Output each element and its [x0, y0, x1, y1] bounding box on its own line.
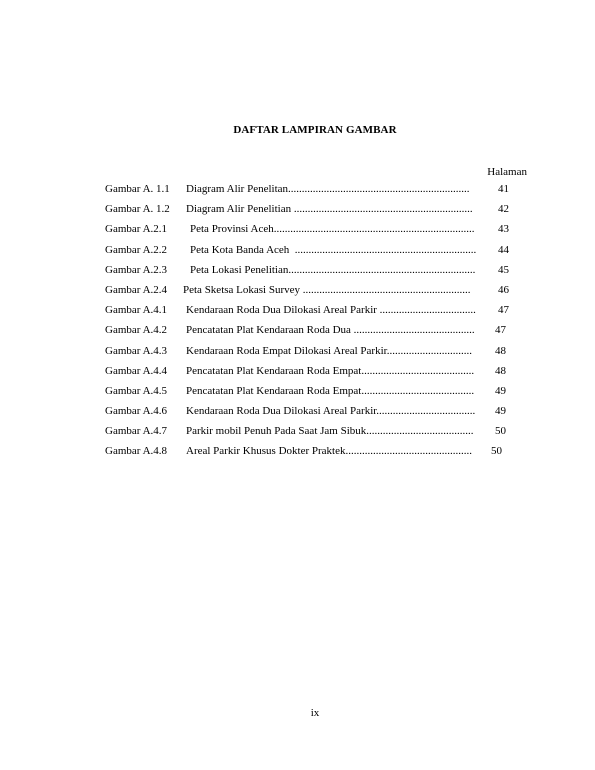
figure-page-number: 49	[495, 384, 506, 397]
figure-page-number: 49	[495, 405, 506, 418]
figure-label: Gambar A.2.3	[105, 263, 168, 276]
list-item	[105, 425, 525, 445]
figure-page-number: 48	[495, 344, 506, 357]
list-item	[105, 284, 525, 304]
figure-title: Peta Provinsi Aceh.........................................................................	[190, 223, 475, 236]
figure-page-number: 50	[495, 425, 506, 438]
list-item	[105, 203, 525, 223]
figure-title: Peta Lokasi Penelitian....................................................................	[190, 263, 476, 276]
figure-label: Gambar A.2.4	[105, 283, 168, 296]
figure-page-number: 47	[495, 324, 506, 337]
figure-label: Gambar A.4.1	[105, 304, 168, 317]
figure-page-number: 46	[498, 283, 509, 296]
list-item	[105, 445, 525, 465]
figure-title: Diagram Alir Penelitan..................................................................	[186, 183, 470, 195]
list-item	[105, 345, 525, 365]
figure-page-number: 41	[498, 183, 509, 195]
list-item	[105, 405, 525, 425]
figure-page-number: 44	[498, 243, 509, 256]
figure-title: Pencatatan Plat Kendaraan Roda Dua ............................................	[186, 324, 475, 337]
figure-title: Pencatatan Plat Kendaraan Roda Empat.........................................	[186, 364, 475, 377]
figure-label: Gambar A.4.4	[105, 364, 168, 377]
figure-label: Gambar A.4.3	[105, 344, 168, 357]
figure-label: Gambar A. 1.2	[105, 203, 170, 216]
figure-title: Areal Parkir Khusus Dokter Praktek..............................................	[186, 445, 472, 458]
figure-label: Gambar A.4.7	[105, 425, 168, 438]
figure-title: Kendaraan Roda Dua Dilokasi Areal Parkir....................................	[186, 405, 476, 418]
figure-title: Pencatatan Plat Kendaraan Roda Empat.........................................	[186, 384, 475, 397]
list-item	[105, 223, 525, 243]
list-item	[105, 385, 525, 405]
list-item	[105, 365, 525, 385]
page-column-header: Halaman	[487, 166, 527, 178]
figure-title: Peta Kota Banda Aceh ..................................................................	[190, 243, 477, 256]
figure-page-number: 50	[491, 445, 502, 458]
figure-title: Kendaraan Roda Empat Dilokasi Areal Parkir...............................	[186, 344, 472, 357]
figure-label: Gambar A.4.2	[105, 324, 168, 337]
figure-label: Gambar A.2.2	[105, 243, 168, 256]
list-item	[105, 324, 525, 344]
figure-title: Parkir mobil Penuh Pada Saat Jam Sibuk.......................................	[186, 425, 474, 438]
figure-title: Diagram Alir Penelitian .................................................................	[186, 203, 473, 216]
list-item	[105, 264, 525, 284]
figure-title: Kendaraan Roda Dua Dilokasi Areal Parkir ...................................	[186, 304, 476, 317]
list-item	[105, 183, 525, 203]
figure-label: Gambar A.4.6	[105, 405, 168, 418]
figure-page-number: 43	[498, 223, 509, 236]
page-number: ix	[310, 707, 320, 719]
figure-label: Gambar A. 1.1	[105, 183, 170, 195]
figure-label: Gambar A.2.1	[105, 223, 168, 236]
list-item	[105, 244, 525, 264]
figure-label: Gambar A.4.8	[105, 445, 168, 458]
figure-label: Gambar A.4.5	[105, 384, 168, 397]
figure-title: Peta Sketsa Lokasi Survey .............................................................	[183, 283, 471, 296]
figure-page-number: 48	[495, 364, 506, 377]
list-item	[105, 304, 525, 324]
figure-page-number: 47	[498, 304, 509, 317]
page-title: DAFTAR LAMPIRAN GAMBAR	[233, 124, 397, 136]
figure-page-number: 45	[498, 263, 509, 276]
figure-list	[105, 183, 525, 466]
figure-page-number: 42	[498, 203, 509, 216]
